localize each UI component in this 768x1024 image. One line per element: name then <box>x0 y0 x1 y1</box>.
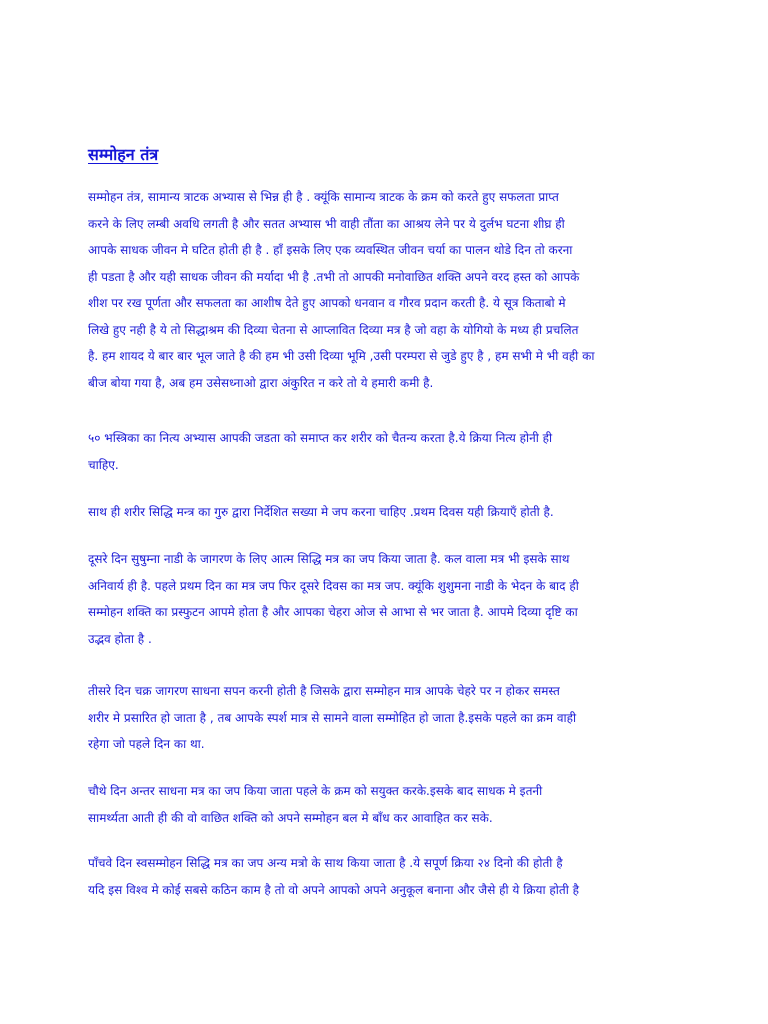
document-title: सम्मोहन तंत्र <box>88 145 159 164</box>
paragraph-day-one <box>88 499 688 526</box>
paragraph-day-five <box>88 850 688 903</box>
paragraph-intro <box>88 184 688 396</box>
text-line: अनिवार्य ही है. पहले प्रथम दिन का मत्र जप फिर दूसरे दिवस का मत्र जप. क्यूंकि शुशुमना नाडी के भेदन के बाद ही <box>88 578 579 593</box>
text-line: सम्मोहन शक्ति का प्रस्फुटन आपमे होता है और आपका चेहरा ओज से आभा से भर जाता है. आपमे दिव्या दृष्टि का <box>88 605 578 619</box>
text-line: शरीर मे प्रसारित हो जाता है , तब आपके स्पर्श मात्र से सामने वाला सम्मोहित हो जाता है.इसके पहले का क्रम वाही <box>88 710 577 725</box>
text-line: चाहिए. <box>88 457 119 472</box>
text-line: करने के लिए लम्बी अवधि लगती है और सतत अभ्यास भी वाही तौंता का आश्रय लेने पर ये दुर्लभ घटना शीघ्र ही <box>88 216 565 231</box>
text-line: साथ ही शरीर सिद्धि मन्त्र का गुरु द्वारा निर्देशित सख्या मे जप करना चाहिए .प्रथम दिवस यही क्रियाएँ होती है. <box>88 505 554 519</box>
paragraph-day-three <box>88 678 688 758</box>
paragraph-day-two <box>88 546 688 652</box>
text-line: ५० भस्त्रिका का नित्य अभ्यास आपकी जडता को समाप्त कर शरीर को चैतन्य करता है.ये क्रिया नित्य होनी ही <box>88 431 553 445</box>
text-line: रहेगा जो पहले दिन का था. <box>88 737 205 751</box>
text-line: सम्मोहन तंत्र, सामान्य त्राटक अभ्यास से भिन्न ही है . क्यूंकि सामान्य त्राटक के क्रम को करते हुए सफलता प्राप्त <box>88 190 559 204</box>
text-line: शीश पर रख पूर्णता और सफलता का आशीष देते हुए आपको धनवान व गौरव प्रदान करती है. ये सूत्र किताबो मे <box>88 296 566 310</box>
text-line: सामर्थ्यता आती ही की वो वाछित शक्ति को अपने सम्मोहन बल मे बाँध कर आवाहित कर सके. <box>88 810 493 825</box>
text-line: है. हम शायद ये बार बार भूल जाते है की हम भी उसी दिव्या भूमि ,उसी परम्परा से जुडे हुए है , हम सभी मे भी वही का <box>88 349 595 363</box>
paragraph-bhastrika <box>88 425 688 478</box>
text-line: यदि इस विश्व मे कोई सबसे कठिन काम है तो वो अपने आपको अपने अनुकूल बनाना और जैसे ही ये क्रिया होती है <box>88 882 580 897</box>
text-line: उद्भव होता है . <box>88 631 152 646</box>
text-line: बीज बोया गया है, अब हम उसेसध्नाओ द्वारा अंकुरित न करे तो ये हमारी कमी है. <box>88 375 434 390</box>
paragraph-day-four <box>88 778 688 831</box>
text-line: आपके साधक जीवन मे घटित होती ही है . हाँ इसके लिए एक व्यवस्थित जीवन चर्या का पालन थोडे दिन तो करना <box>88 243 573 257</box>
text-line: चौथे दिन अन्तर साधना मत्र का जप किया जाता पहले के क्रम को सयुक्त करके.इसके बाद साधक मे इतनी <box>88 784 543 798</box>
text-line: दूसरे दिन सुषुम्ना नाडी के जागरण के लिए आत्म सिद्धि मत्र का जप किया जाता है. कल वाला मत्र भी इसके साथ <box>88 552 570 566</box>
text-line: तीसरे दिन चक्र जागरण साधना सपन करनी होती है जिसके द्वारा सम्मोहन मात्र आपके चेहरे पर न होकर समस्त <box>88 684 560 698</box>
text-line: लिखे हुए नही है ये तो सिद्धाश्रम की दिव्या चेतना से आप्लावित दिव्या मत्र है जो वहा के योगियो के मध्य ही प्रचलित <box>88 322 579 337</box>
text-line: पाँचवे दिन स्वसम्मोहन सिद्धि मत्र का जप अन्य मत्रो के साथ किया जाता है .ये सपूर्ण क्रिया २४ दिनो की होती है <box>88 856 563 870</box>
text-line: ही पडता है और यही साधक जीवन की मर्यादा भी है .तभी तो आपकी मनोवाछित शक्ति अपने वरद हस्त को आपके <box>88 269 580 284</box>
